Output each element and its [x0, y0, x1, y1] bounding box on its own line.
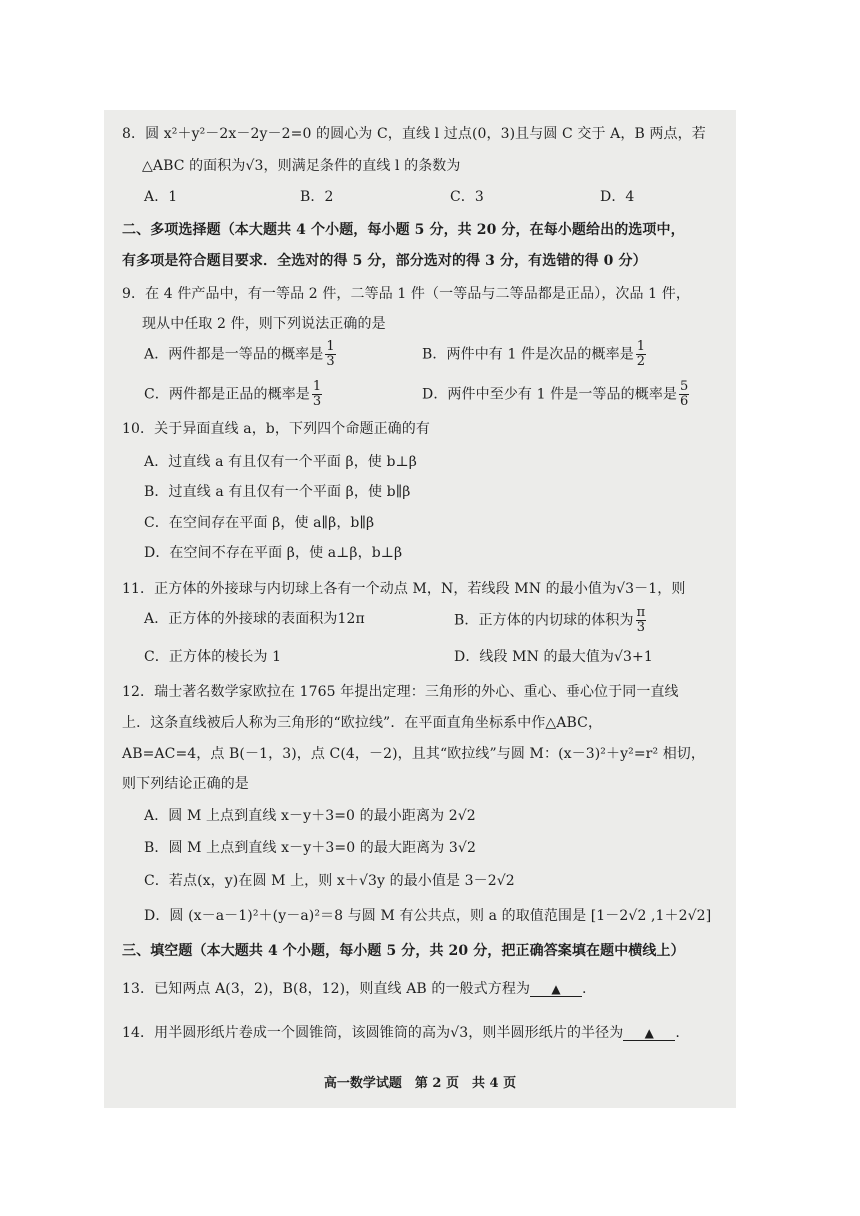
exam-page — [104, 110, 736, 1108]
q9-stem-line2: 现从中任取 2 件，则下列说法正确的是 — [142, 316, 386, 332]
q12-stem-line3: AB=AC=4，点 B(－1，3)，点 C(4，－2)，且其“欧拉线”与圆 M：(x－3)²＋y²=r² 相切， — [122, 746, 706, 762]
answer-blank-q13 — [530, 982, 582, 997]
q12-option-c: C．若点(x，y)在圆 M 上，则 x＋√3y 的最小值是 3－2√2 — [144, 873, 515, 889]
q10-option-b: B．过直线 a 有且仅有一个平面 β，使 b∥β — [144, 484, 411, 500]
page-footer: 高一数学试题 第 2 页 共 4 页 — [323, 1076, 517, 1091]
q11-option-c: C．正方体的棱长为 1 — [144, 649, 282, 665]
q10-option-d: D．在空间不存在平面 β，使 a⊥β，b⊥β — [144, 545, 403, 561]
answer-blank-q14 — [623, 1026, 675, 1041]
q8-option-a: A．1 — [144, 189, 178, 205]
triangle-icon: ▲ — [551, 982, 561, 996]
q9-option-c: C．两件都是正品的概率是 $\frac{1}{3}$ — [144, 379, 322, 409]
q8-option-c: C．3 — [450, 189, 484, 205]
q14-stem: 14．用半圆形纸片卷成一个圆锥筒，该圆锥筒的高为√3，则半圆形纸片的半径为 ▲ . — [122, 1025, 680, 1041]
q13-stem: 13．已知两点 A(3，2)，B(8，12)，则直线 AB 的一般式方程为 ▲ . — [122, 981, 587, 997]
q12-option-d: D．圆 (x－a－1)²＋(y－a)²＝8 与圆 M 有公共点，则 a 的取值范围是 [1－2√2 ,1＋2√2] — [144, 908, 712, 924]
section2-heading-line2: 有多项是符合题目要求．全选对的得 5 分，部分选对的得 3 分，有选错的得 0 分） — [122, 253, 647, 269]
section2-heading-line1: 二、多项选择题（本大题共 4 个小题，每小题 5 分，共 20 分，在每小题给出的选项中， — [122, 222, 685, 238]
q9-option-d: D．两件中至少有 1 件是一等品的概率是 $\frac{5}{6}$ — [422, 379, 689, 409]
q11-option-a: A．正方体的外接球的表面积为12π — [144, 611, 365, 627]
q11-stem: 11．正方体的外接球与内切球上各有一个动点 M，N，若线段 MN 的最小值为√3－1，则 — [122, 581, 686, 597]
q8-option-d: D．4 — [600, 189, 635, 205]
fraction-1-3: $\frac{1}{3}$ — [312, 379, 322, 409]
q10-option-a: A．过直线 a 有且仅有一个平面 β，使 b⊥β — [144, 454, 417, 470]
q12-stem-line4: 则下列结论正确的是 — [122, 776, 249, 792]
fraction-5-6: $\frac{5}{6}$ — [680, 379, 689, 409]
q8-option-b: B．2 — [300, 189, 334, 205]
q11-option-d: D．线段 MN 的最大值为√3+1 — [454, 649, 653, 665]
q10-stem: 10．关于异面直线 a，b，下列四个命题正确的有 — [122, 421, 430, 437]
section3-heading: 三、填空题（本大题共 4 个小题，每小题 5 分，共 20 分，把正确答案填在题中横线上） — [122, 943, 685, 959]
q9-option-a: A．两件都是一等品的概率是 $\frac{1}{3}$ — [144, 339, 335, 369]
q8-stem-line1: 8．圆 x²＋y²－2x－2y－2=0 的圆心为 C，直线 l 过点(0，3)且与圆 C 交于 A，B 两点，若 — [122, 126, 706, 142]
fraction-1-3: $\frac{1}{3}$ — [326, 339, 335, 369]
q9-option-b: B．两件中有 1 件是次品的概率是 $\frac{1}{2}$ — [422, 339, 646, 369]
fraction-1-2: $\frac{1}{2}$ — [636, 339, 646, 369]
q8-stem-line2: △ABC 的面积为√3，则满足条件的直线 l 的条数为 — [142, 158, 461, 174]
q11-option-b: B．正方体的内切球的体积为 $\frac{\pi}{3}$ — [454, 605, 646, 635]
q10-option-c: C．在空间存在平面 β，使 a∥β，b∥β — [144, 515, 375, 531]
q12-stem-line2: 上．这条直线被后人称为三角形的“欧拉线”．在平面直角坐标系中作△ABC， — [122, 715, 603, 731]
q9-stem-line1: 9．在 4 件产品中，有一等品 2 件，二等品 1 件（一等品与二等品都是正品），次品 1 件， — [122, 286, 690, 302]
q12-stem-line1: 12．瑞士著名数学家欧拉在 1765 年提出定理：三角形的外心、重心、垂心位于同一直线 — [122, 684, 679, 700]
q12-option-a: A．圆 M 上点到直线 x－y＋3=0 的最小距离为 2√2 — [144, 808, 476, 824]
fraction-pi-3: $\frac{\pi}{3}$ — [636, 605, 646, 635]
triangle-icon: ▲ — [644, 1026, 655, 1040]
q12-option-b: B．圆 M 上点到直线 x－y＋3=0 的最大距离为 3√2 — [144, 840, 476, 856]
